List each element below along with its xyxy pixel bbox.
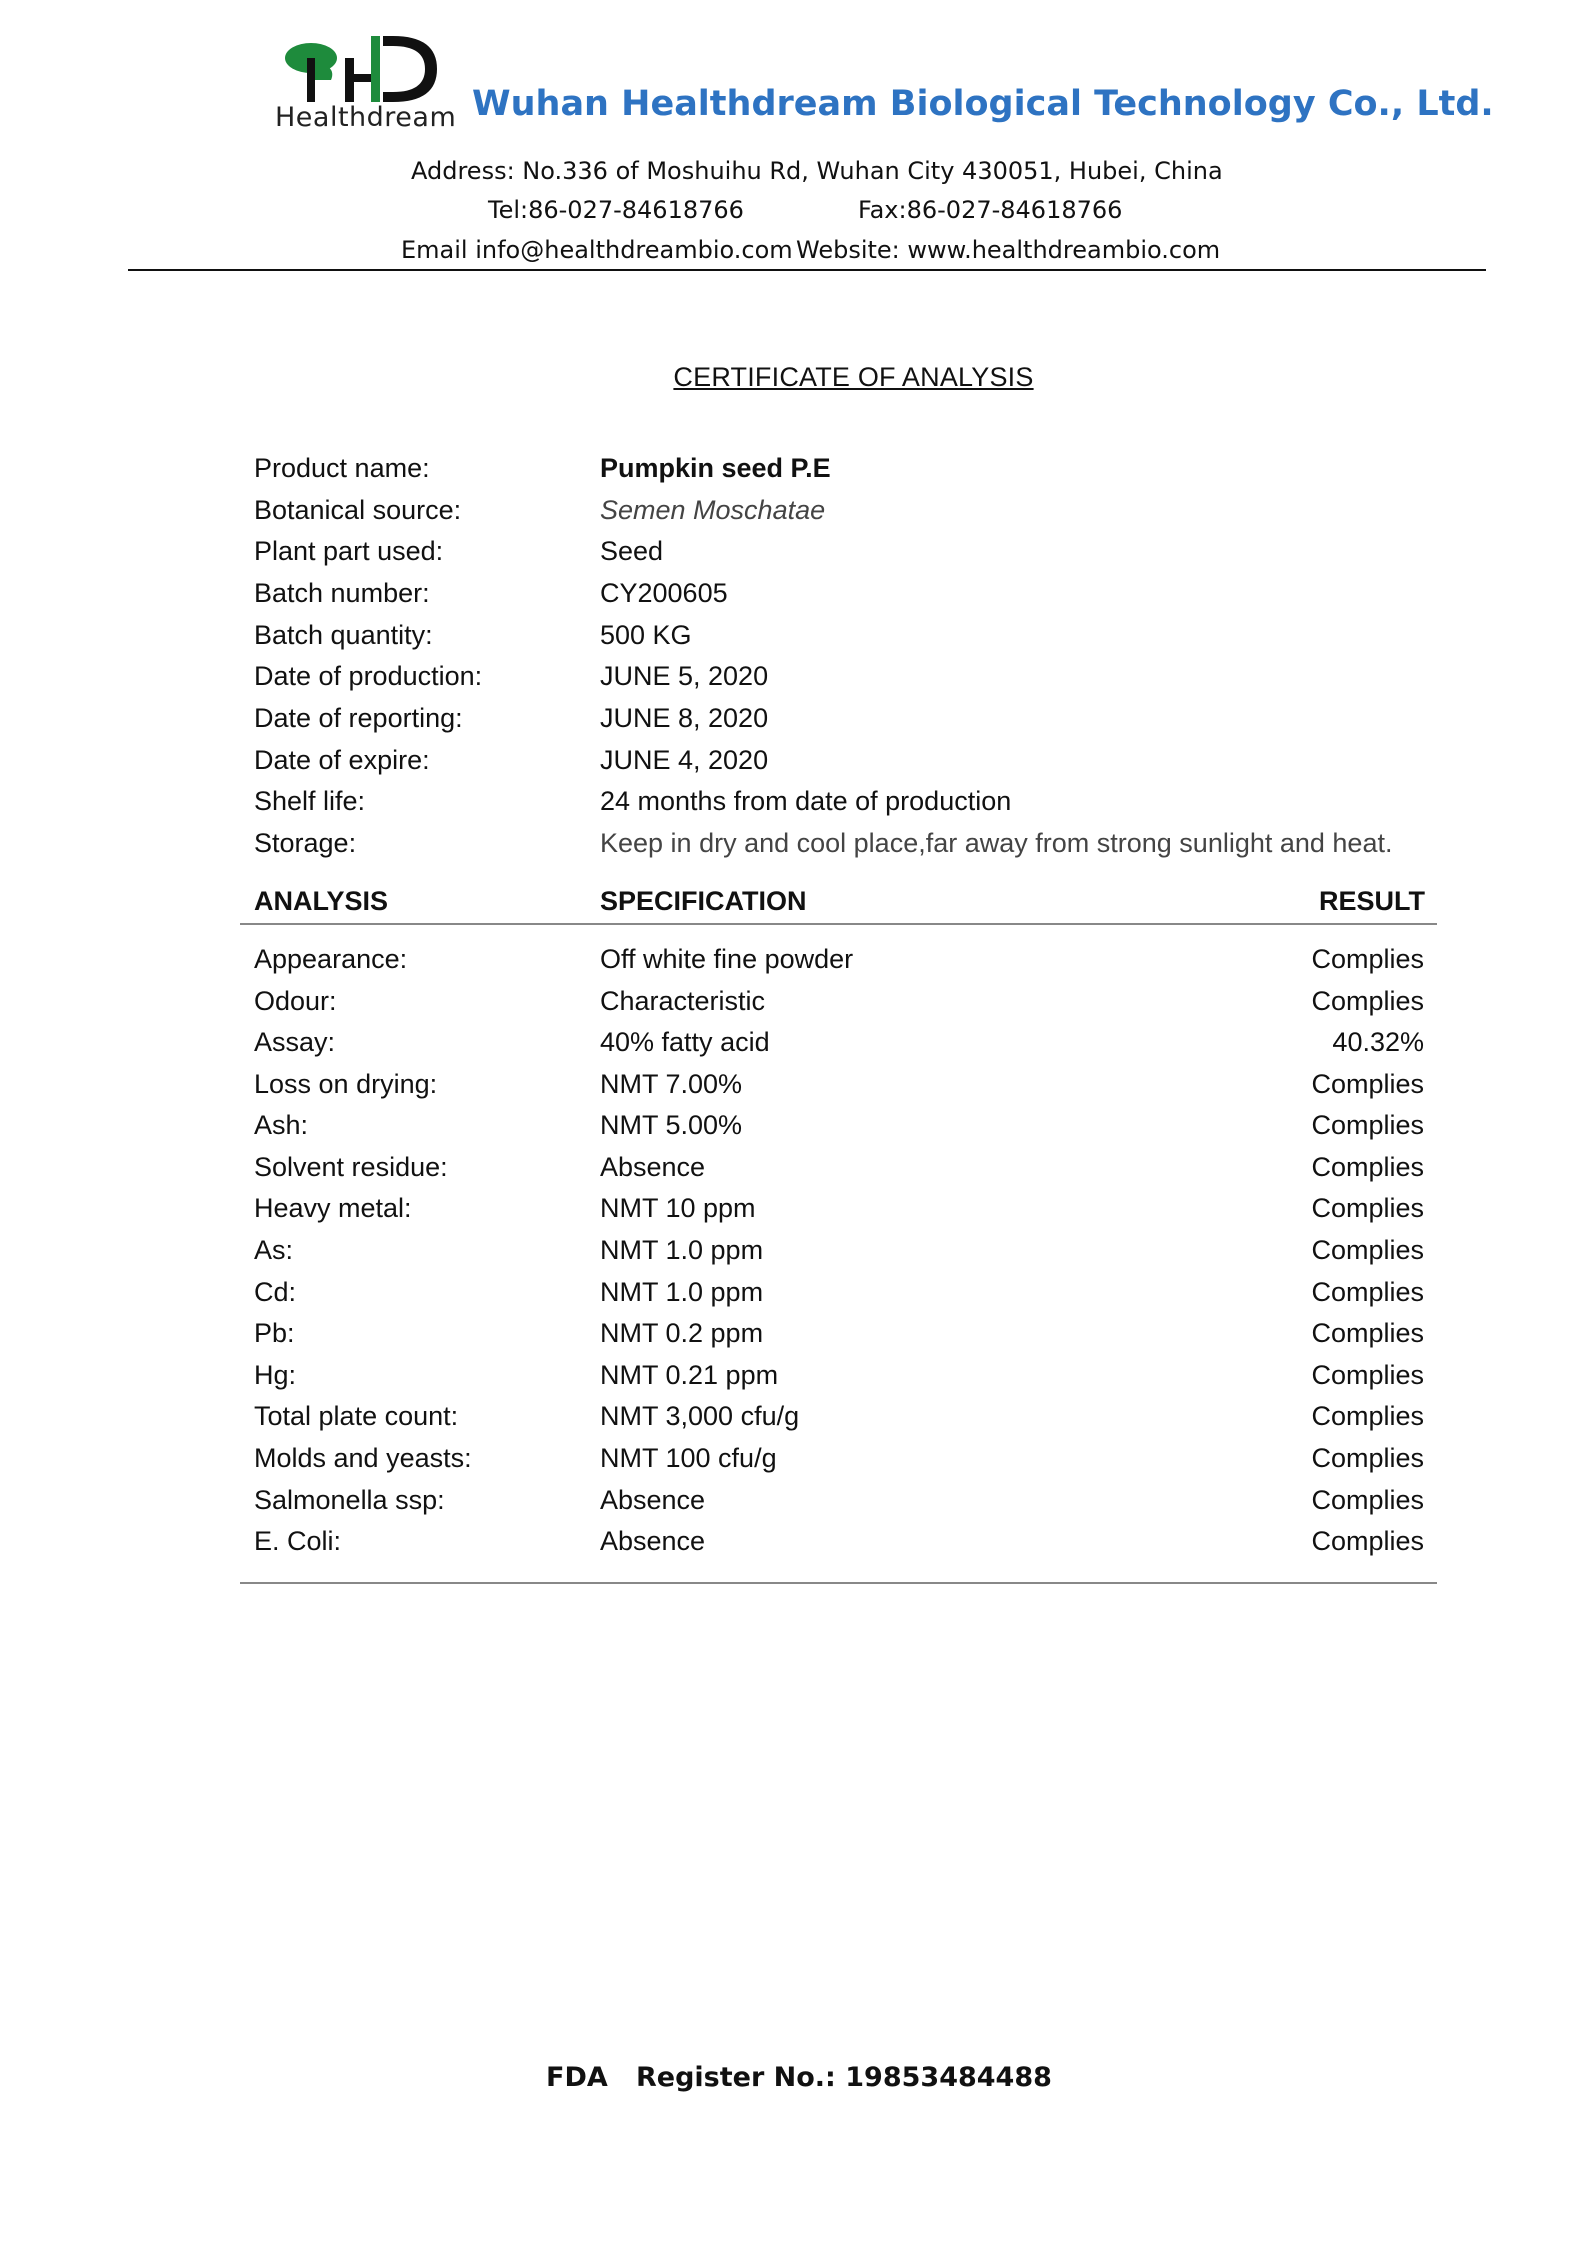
- info-value: Keep in dry and cool place,far away from strong sunlight and heat.: [600, 828, 1393, 858]
- table-row: [254, 1277, 1424, 1317]
- specification-cell: Characteristic: [600, 986, 766, 1016]
- result-cell: Complies: [1311, 1318, 1424, 1348]
- specification-cell: 40% fatty acid: [600, 1027, 770, 1057]
- info-row-date-production: [254, 661, 1454, 701]
- result-cell: Complies: [1311, 1193, 1424, 1223]
- info-row-batch-quantity: [254, 620, 1454, 660]
- specification-cell: Off white fine powder: [600, 944, 854, 974]
- info-row-botanical-source: [254, 495, 1454, 535]
- result-cell: 40.32%: [1332, 1027, 1424, 1057]
- info-value: Semen Moschatae: [600, 495, 826, 525]
- fda-label: FDA: [546, 2062, 608, 2093]
- table-row: [254, 986, 1424, 1026]
- company-fax: Fax:86-027-84618766: [858, 196, 1123, 224]
- info-value: JUNE 4, 2020: [600, 745, 769, 775]
- document-title: CERTIFICATE OF ANALYSIS: [673, 362, 1034, 392]
- company-telephone: Tel:86-027-84618766: [488, 196, 744, 224]
- column-header-analysis: ANALYSIS: [254, 886, 389, 916]
- specification-cell: NMT 0.2 ppm: [600, 1318, 764, 1348]
- table-row: [254, 1193, 1424, 1233]
- healthdream-logo-icon: [275, 28, 450, 108]
- column-header-result: RESULT: [1319, 886, 1425, 916]
- table-bottom-divider: [240, 1582, 1437, 1584]
- info-label: Plant part used:: [254, 536, 444, 566]
- result-cell: Complies: [1311, 1401, 1424, 1431]
- table-row: [254, 944, 1424, 984]
- specification-cell: Absence: [600, 1526, 706, 1556]
- specification-cell: NMT 7.00%: [600, 1069, 743, 1099]
- info-label: Date of expire:: [254, 745, 430, 775]
- info-value: Seed: [600, 536, 664, 566]
- result-cell: Complies: [1311, 1526, 1424, 1556]
- company-address: Address: No.336 of Moshuihu Rd, Wuhan City 430051, Hubei, China: [411, 157, 1223, 185]
- info-row-date-reporting: [254, 703, 1454, 743]
- result-cell: Complies: [1311, 1443, 1424, 1473]
- info-label: Product name:: [254, 453, 430, 483]
- company-website: Website: www.healthdreambio.com: [796, 236, 1221, 264]
- info-label: Batch quantity:: [254, 620, 433, 650]
- specification-cell: Absence: [600, 1485, 706, 1515]
- table-row: [254, 1027, 1424, 1067]
- table-row: [254, 1152, 1424, 1192]
- result-cell: Complies: [1311, 1069, 1424, 1099]
- analysis-cell: Assay:: [254, 1027, 336, 1057]
- specification-cell: NMT 1.0 ppm: [600, 1235, 764, 1265]
- column-header-specification: SPECIFICATION: [600, 886, 807, 916]
- specification-cell: NMT 5.00%: [600, 1110, 743, 1140]
- specification-cell: NMT 10 ppm: [600, 1193, 756, 1223]
- info-label: Shelf life:: [254, 786, 366, 816]
- analysis-cell: Ash:: [254, 1110, 309, 1140]
- info-value: JUNE 8, 2020: [600, 703, 769, 733]
- info-row-shelf-life: [254, 786, 1454, 826]
- table-row: [254, 1526, 1424, 1566]
- table-row: [254, 1110, 1424, 1150]
- specification-cell: NMT 1.0 ppm: [600, 1277, 764, 1307]
- info-row-batch-number: [254, 578, 1454, 618]
- analysis-cell: As:: [254, 1235, 294, 1265]
- info-row-product-name: [254, 453, 1454, 493]
- result-cell: Complies: [1311, 986, 1424, 1016]
- fda-register: [546, 2062, 1052, 2093]
- specification-cell: NMT 0.21 ppm: [600, 1360, 779, 1390]
- info-label: Date of reporting:: [254, 703, 463, 733]
- table-row: [254, 1401, 1424, 1441]
- info-label: Storage:: [254, 828, 357, 858]
- logo-wordmark: Healthdream: [275, 102, 457, 133]
- table-row: [254, 1318, 1424, 1358]
- company-logo: [275, 28, 457, 138]
- analysis-cell: Molds and yeasts:: [254, 1443, 472, 1473]
- result-cell: Complies: [1311, 1360, 1424, 1390]
- table-row: [254, 1360, 1424, 1400]
- info-label: Date of production:: [254, 661, 483, 691]
- analysis-cell: Hg:: [254, 1360, 297, 1390]
- specification-cell: Absence: [600, 1152, 706, 1182]
- table-row: [254, 1485, 1424, 1525]
- result-cell: Complies: [1311, 1235, 1424, 1265]
- info-value: 24 months from date of production: [600, 786, 1012, 816]
- analysis-cell: Heavy metal:: [254, 1193, 412, 1223]
- table-row: [254, 1235, 1424, 1275]
- table-header-divider: [240, 923, 1437, 925]
- header-divider: [128, 269, 1486, 271]
- result-cell: Complies: [1311, 1485, 1424, 1515]
- result-cell: Complies: [1311, 1152, 1424, 1182]
- info-row-plant-part: [254, 536, 1454, 576]
- specification-cell: NMT 100 cfu/g: [600, 1443, 777, 1473]
- result-cell: Complies: [1311, 1110, 1424, 1140]
- table-row: [254, 1069, 1424, 1109]
- info-label: Botanical source:: [254, 495, 462, 525]
- result-cell: Complies: [1311, 944, 1424, 974]
- analysis-cell: Cd:: [254, 1277, 297, 1307]
- info-row-storage: [254, 828, 1454, 868]
- analysis-cell: Pb:: [254, 1318, 295, 1348]
- analysis-cell: Odour:: [254, 986, 337, 1016]
- result-cell: Complies: [1311, 1277, 1424, 1307]
- info-value: CY200605: [600, 578, 728, 608]
- info-value: 500 KG: [600, 620, 692, 650]
- analysis-cell: E. Coli:: [254, 1526, 342, 1556]
- fda-register-number: Register No.: 19853484488: [635, 2062, 1052, 2093]
- analysis-cell: Total plate count:: [254, 1401, 459, 1431]
- table-row: [254, 1443, 1424, 1483]
- info-value: JUNE 5, 2020: [600, 661, 769, 691]
- specification-cell: NMT 3,000 cfu/g: [600, 1401, 800, 1431]
- info-row-date-expire: [254, 745, 1454, 785]
- info-label: Batch number:: [254, 578, 430, 608]
- company-email: Email info@healthdreambio.com: [401, 236, 793, 264]
- analysis-cell: Loss on drying:: [254, 1069, 438, 1099]
- analysis-cell: Salmonella ssp:: [254, 1485, 445, 1515]
- info-value: Pumpkin seed P.E: [600, 453, 831, 483]
- company-name: Wuhan Healthdream Biological Technology Co., Ltd.: [472, 84, 1494, 124]
- analysis-cell: Solvent residue:: [254, 1152, 448, 1182]
- analysis-cell: Appearance:: [254, 944, 408, 974]
